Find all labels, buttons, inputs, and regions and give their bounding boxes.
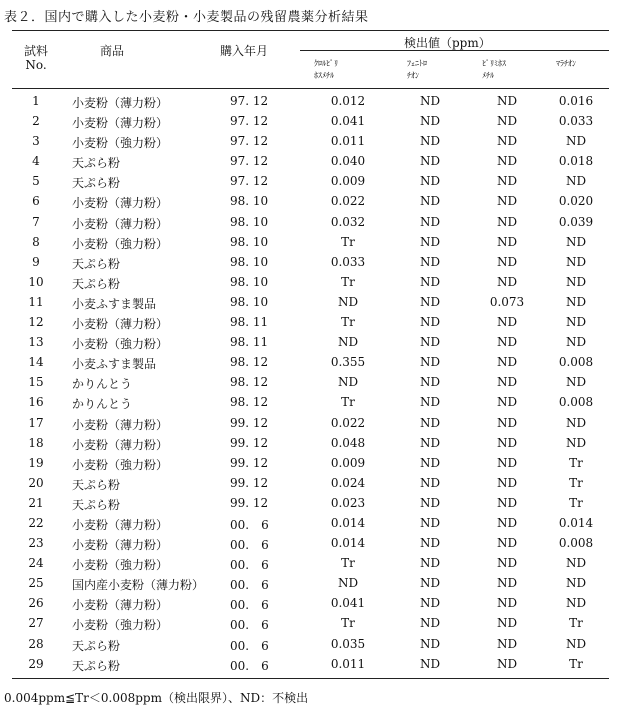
chlorpyrifos-methyl-cell: 0.033 bbox=[330, 254, 366, 269]
fenitrothion-cell: ND bbox=[419, 616, 441, 631]
sample-no-cell: 1 bbox=[32, 94, 40, 108]
chlorpyrifos-methyl-cell: 0.022 bbox=[330, 415, 366, 430]
malathion-cell: 0.033 bbox=[558, 114, 594, 129]
product-cell: 小麦粉（強力粉） bbox=[72, 136, 169, 151]
sample-no-cell: 21 bbox=[28, 495, 44, 510]
header-pesticide-3 bbox=[482, 58, 506, 82]
fenitrothion-cell: ND bbox=[419, 656, 441, 671]
fenitrothion-cell: ND bbox=[419, 194, 441, 209]
malathion-cell: ND bbox=[565, 335, 587, 350]
fenitrothion-cell: ND bbox=[419, 435, 441, 450]
chlorpyrifos-methyl-cell: 0.048 bbox=[330, 435, 366, 450]
malathion-cell: ND bbox=[565, 576, 587, 591]
table-row bbox=[12, 454, 609, 474]
fenitrothion-cell: ND bbox=[419, 355, 441, 370]
malathion-cell: 0.020 bbox=[558, 194, 594, 209]
purchase-date-cell: 97. 12 bbox=[230, 154, 269, 169]
malathion-cell: Tr bbox=[569, 475, 583, 490]
chlorpyrifos-methyl-cell: 0.014 bbox=[330, 536, 366, 551]
sample-no-cell: 13 bbox=[28, 335, 44, 350]
fenitrothion-cell: ND bbox=[419, 174, 441, 189]
table-row bbox=[12, 655, 609, 675]
fenitrothion-cell: ND bbox=[419, 234, 441, 249]
chlorpyrifos-methyl-cell: ND bbox=[337, 576, 359, 591]
product-cell: 天ぷら粉 bbox=[72, 658, 121, 673]
product-cell: 小麦粉（強力粉） bbox=[72, 618, 169, 633]
purchase-date-cell: 99. 12 bbox=[230, 435, 269, 450]
purchase-date-cell: 99. 12 bbox=[230, 475, 269, 490]
chlorpyrifos-methyl-cell: Tr bbox=[341, 274, 355, 289]
malathion-cell: ND bbox=[565, 415, 587, 430]
product-cell: 国内産小麦粉（薄力粉） bbox=[72, 578, 205, 593]
malathion-cell: 0.018 bbox=[558, 154, 594, 169]
header-date: 購入年月 bbox=[220, 44, 269, 58]
fenitrothion-cell: ND bbox=[419, 415, 441, 430]
malathion-cell: Tr bbox=[569, 455, 583, 470]
table-row bbox=[12, 514, 609, 534]
chlorpyrifos-methyl-cell: Tr bbox=[341, 616, 355, 631]
pirimiphos-methyl-cell: ND bbox=[496, 94, 518, 108]
sample-no-cell: 11 bbox=[28, 294, 44, 309]
fenitrothion-cell: ND bbox=[419, 495, 441, 510]
fenitrothion-cell: ND bbox=[419, 515, 441, 530]
pirimiphos-methyl-cell: ND bbox=[496, 114, 518, 129]
sample-no-cell: 14 bbox=[28, 355, 44, 370]
purchase-date-cell: 00. 6 bbox=[230, 578, 269, 593]
purchase-date-cell: 98. 11 bbox=[230, 315, 269, 330]
malathion-cell: ND bbox=[565, 254, 587, 269]
fenitrothion-cell: ND bbox=[419, 536, 441, 551]
purchase-date-cell: 99. 12 bbox=[230, 455, 269, 470]
sample-no-cell: 25 bbox=[28, 576, 44, 591]
malathion-cell: ND bbox=[565, 596, 587, 611]
fenitrothion-cell: ND bbox=[419, 335, 441, 350]
product-cell: かりんとう bbox=[72, 397, 133, 412]
malathion-cell: ND bbox=[565, 234, 587, 249]
pirimiphos-methyl-cell: ND bbox=[496, 636, 518, 651]
purchase-date-cell: 97. 12 bbox=[230, 134, 269, 149]
header-pesticide-3-line1: ﾋﾟﾘﾐﾎｽ bbox=[482, 59, 506, 68]
malathion-cell: 0.008 bbox=[558, 395, 594, 410]
fenitrothion-cell: ND bbox=[419, 94, 441, 108]
purchase-date-cell: 00. 6 bbox=[230, 538, 269, 553]
malathion-cell: ND bbox=[565, 174, 587, 189]
product-cell: 小麦ふすま製品 bbox=[72, 357, 157, 372]
sample-no-cell: 26 bbox=[28, 596, 44, 611]
table-row bbox=[12, 594, 609, 614]
chlorpyrifos-methyl-cell: 0.035 bbox=[330, 636, 366, 651]
header-no-line2: No. bbox=[25, 58, 47, 72]
fenitrothion-cell: ND bbox=[419, 455, 441, 470]
product-cell: 小麦粉（薄力粉） bbox=[72, 196, 169, 211]
table-row bbox=[12, 474, 609, 494]
purchase-date-cell: 00. 6 bbox=[230, 517, 269, 532]
purchase-date-cell: 97. 12 bbox=[230, 174, 269, 189]
header-detected-values: 検出値（ppm） bbox=[404, 36, 491, 50]
chlorpyrifos-methyl-cell: 0.012 bbox=[330, 94, 366, 108]
fenitrothion-cell: ND bbox=[419, 114, 441, 129]
chlorpyrifos-methyl-cell: 0.041 bbox=[330, 596, 366, 611]
purchase-date-cell: 99. 12 bbox=[230, 495, 269, 510]
malathion-cell: ND bbox=[565, 636, 587, 651]
table-row bbox=[12, 112, 609, 132]
sample-no-cell: 12 bbox=[28, 315, 44, 330]
product-cell: 天ぷら粉 bbox=[72, 638, 121, 653]
pirimiphos-methyl-cell: ND bbox=[496, 154, 518, 169]
pirimiphos-methyl-cell: ND bbox=[496, 515, 518, 530]
fenitrothion-cell: ND bbox=[419, 294, 441, 309]
pirimiphos-methyl-cell: ND bbox=[496, 616, 518, 631]
purchase-date-cell: 98. 12 bbox=[230, 395, 269, 410]
malathion-cell: 0.008 bbox=[558, 355, 594, 370]
purchase-date-cell: 99. 12 bbox=[230, 415, 269, 430]
chlorpyrifos-methyl-cell: 0.011 bbox=[330, 656, 366, 671]
sample-no-cell: 5 bbox=[32, 174, 40, 189]
pirimiphos-methyl-cell: ND bbox=[496, 134, 518, 149]
purchase-date-cell: 98. 10 bbox=[230, 254, 269, 269]
chlorpyrifos-methyl-cell: 0.024 bbox=[330, 475, 366, 490]
sample-no-cell: 17 bbox=[28, 415, 44, 430]
header-pesticide-1 bbox=[314, 58, 338, 82]
pirimiphos-methyl-cell: ND bbox=[496, 435, 518, 450]
purchase-date-cell: 00. 6 bbox=[230, 558, 269, 573]
sample-no-cell: 23 bbox=[28, 536, 44, 551]
table-row bbox=[12, 614, 609, 634]
chlorpyrifos-methyl-cell: 0.355 bbox=[330, 355, 366, 370]
malathion-cell: Tr bbox=[569, 656, 583, 671]
sample-no-cell: 6 bbox=[32, 194, 40, 209]
header-pesticide-2 bbox=[407, 58, 427, 82]
sample-no-cell: 24 bbox=[28, 556, 44, 571]
chlorpyrifos-methyl-cell: 0.009 bbox=[330, 455, 366, 470]
malathion-cell: ND bbox=[565, 315, 587, 330]
product-cell: 天ぷら粉 bbox=[72, 176, 121, 191]
product-cell: 小麦粉（薄力粉） bbox=[72, 437, 169, 452]
fenitrothion-cell: ND bbox=[419, 315, 441, 330]
chlorpyrifos-methyl-cell: 0.022 bbox=[330, 194, 366, 209]
chlorpyrifos-methyl-cell: ND bbox=[337, 294, 359, 309]
purchase-date-cell: 00. 6 bbox=[230, 618, 269, 633]
table-row bbox=[12, 414, 609, 434]
product-cell: 小麦粉（強力粉） bbox=[72, 457, 169, 472]
header-pesticide-1-line1: ｸﾛﾙﾋﾟﾘ bbox=[314, 59, 338, 68]
chlorpyrifos-methyl-cell: ND bbox=[337, 375, 359, 390]
table-row bbox=[12, 253, 609, 273]
top-rule bbox=[12, 30, 609, 31]
table-row bbox=[12, 213, 609, 233]
sample-no-cell: 8 bbox=[32, 234, 40, 249]
malathion-cell: 0.016 bbox=[558, 94, 594, 108]
fenitrothion-cell: ND bbox=[419, 556, 441, 571]
fenitrothion-cell: ND bbox=[419, 596, 441, 611]
malathion-cell: 0.039 bbox=[558, 214, 594, 229]
product-cell: 天ぷら粉 bbox=[72, 477, 121, 492]
malathion-cell: ND bbox=[565, 435, 587, 450]
header-rule bbox=[12, 88, 609, 89]
table-row bbox=[12, 172, 609, 192]
pirimiphos-methyl-cell: 0.073 bbox=[489, 294, 525, 309]
pirimiphos-methyl-cell: ND bbox=[496, 475, 518, 490]
table-row bbox=[12, 273, 609, 293]
pirimiphos-methyl-cell: ND bbox=[496, 495, 518, 510]
fenitrothion-cell: ND bbox=[419, 134, 441, 149]
product-cell: 小麦粉（強力粉） bbox=[72, 558, 169, 573]
fenitrothion-cell: ND bbox=[419, 154, 441, 169]
chlorpyrifos-methyl-cell: 0.041 bbox=[330, 114, 366, 129]
fenitrothion-cell: ND bbox=[419, 254, 441, 269]
purchase-date-cell: 98. 10 bbox=[230, 294, 269, 309]
pirimiphos-methyl-cell: ND bbox=[496, 556, 518, 571]
purchase-date-cell: 00. 6 bbox=[230, 638, 269, 653]
purchase-date-cell: 00. 6 bbox=[230, 598, 269, 613]
product-cell: 小麦ふすま製品 bbox=[72, 296, 157, 311]
table-row bbox=[12, 152, 609, 172]
product-cell: 小麦粉（薄力粉） bbox=[72, 517, 169, 532]
purchase-date-cell: 98. 12 bbox=[230, 355, 269, 370]
footnote: 0.004ppm≦Tr＜0.008ppm（検出限界）、ND：不検出 bbox=[4, 691, 309, 705]
table-row bbox=[12, 554, 609, 574]
table-caption: 表２．国内で購入した小麦粉・小麦製品の残留農薬分析結果 bbox=[4, 10, 369, 25]
header-pesticide-4 bbox=[556, 58, 576, 70]
pirimiphos-methyl-cell: ND bbox=[496, 315, 518, 330]
product-cell: 天ぷら粉 bbox=[72, 497, 121, 512]
table-row bbox=[12, 635, 609, 655]
purchase-date-cell: 98. 11 bbox=[230, 335, 269, 350]
purchase-date-cell: 97. 12 bbox=[230, 94, 269, 108]
header-no-line1: 試料 bbox=[23, 44, 48, 58]
fenitrothion-cell: ND bbox=[419, 395, 441, 410]
malathion-cell: 0.014 bbox=[558, 515, 594, 530]
table-row bbox=[12, 534, 609, 554]
sample-no-cell: 22 bbox=[28, 515, 44, 530]
pirimiphos-methyl-cell: ND bbox=[496, 234, 518, 249]
sample-no-cell: 27 bbox=[28, 616, 44, 631]
pirimiphos-methyl-cell: ND bbox=[496, 335, 518, 350]
table-row bbox=[12, 293, 609, 313]
product-cell: 小麦粉（強力粉） bbox=[72, 236, 169, 251]
sample-no-cell: 3 bbox=[32, 134, 40, 149]
pirimiphos-methyl-cell: ND bbox=[496, 455, 518, 470]
bottom-rule bbox=[12, 678, 609, 679]
sample-no-cell: 16 bbox=[28, 395, 44, 410]
table-row bbox=[12, 574, 609, 594]
header-product: 商品 bbox=[100, 44, 125, 58]
fenitrothion-cell: ND bbox=[419, 636, 441, 651]
sample-no-cell: 18 bbox=[28, 435, 44, 450]
chlorpyrifos-methyl-cell: Tr bbox=[341, 234, 355, 249]
purchase-date-cell: 98. 10 bbox=[230, 214, 269, 229]
product-cell: 天ぷら粉 bbox=[72, 156, 121, 171]
pirimiphos-methyl-cell: ND bbox=[496, 254, 518, 269]
product-cell: 小麦粉（薄力粉） bbox=[72, 96, 169, 110]
chlorpyrifos-methyl-cell: Tr bbox=[341, 556, 355, 571]
product-cell: 小麦粉（薄力粉） bbox=[72, 598, 169, 613]
pirimiphos-methyl-cell: ND bbox=[496, 214, 518, 229]
chlorpyrifos-methyl-cell: 0.032 bbox=[330, 214, 366, 229]
fenitrothion-cell: ND bbox=[419, 274, 441, 289]
pirimiphos-methyl-cell: ND bbox=[496, 355, 518, 370]
pirimiphos-methyl-cell: ND bbox=[496, 596, 518, 611]
malathion-cell: ND bbox=[565, 274, 587, 289]
chlorpyrifos-methyl-cell: 0.014 bbox=[330, 515, 366, 530]
purchase-date-cell: 97. 12 bbox=[230, 114, 269, 129]
fenitrothion-cell: ND bbox=[419, 475, 441, 490]
chlorpyrifos-methyl-cell: 0.011 bbox=[330, 134, 366, 149]
product-cell: 小麦粉（薄力粉） bbox=[72, 116, 169, 131]
table-row bbox=[12, 393, 609, 413]
sample-no-cell: 20 bbox=[28, 475, 44, 490]
malathion-cell: ND bbox=[565, 375, 587, 390]
sample-no-cell: 7 bbox=[32, 214, 40, 229]
malathion-cell: ND bbox=[565, 556, 587, 571]
sample-no-cell: 2 bbox=[32, 114, 40, 129]
table-body bbox=[12, 92, 609, 675]
sample-no-cell: 9 bbox=[32, 254, 40, 269]
product-cell: かりんとう bbox=[72, 377, 133, 392]
header-pesticide-1-line2: ﾎｽﾒﾁﾙ bbox=[314, 71, 334, 80]
chlorpyrifos-methyl-cell: 0.040 bbox=[330, 154, 366, 169]
header-pesticide-4-line1: ﾏﾗﾁｵﾝ bbox=[556, 59, 576, 68]
purchase-date-cell: 98. 10 bbox=[230, 194, 269, 209]
pirimiphos-methyl-cell: ND bbox=[496, 174, 518, 189]
chlorpyrifos-methyl-cell: Tr bbox=[341, 395, 355, 410]
chlorpyrifos-methyl-cell: ND bbox=[337, 335, 359, 350]
product-cell: 小麦粉（薄力粉） bbox=[72, 417, 169, 432]
chlorpyrifos-methyl-cell: 0.009 bbox=[330, 174, 366, 189]
purchase-date-cell: 98. 10 bbox=[230, 234, 269, 249]
sample-no-cell: 28 bbox=[28, 636, 44, 651]
product-cell: 小麦粉（薄力粉） bbox=[72, 538, 169, 553]
sample-no-cell: 19 bbox=[28, 455, 44, 470]
chlorpyrifos-methyl-cell: Tr bbox=[341, 315, 355, 330]
table-row bbox=[12, 192, 609, 212]
malathion-cell: Tr bbox=[569, 616, 583, 631]
sample-no-cell: 15 bbox=[28, 375, 44, 390]
malathion-cell: ND bbox=[565, 134, 587, 149]
sample-no-cell: 29 bbox=[28, 656, 44, 671]
pirimiphos-methyl-cell: ND bbox=[496, 536, 518, 551]
pirimiphos-methyl-cell: ND bbox=[496, 395, 518, 410]
table-row bbox=[12, 333, 609, 353]
table-row bbox=[12, 353, 609, 373]
pirimiphos-methyl-cell: ND bbox=[496, 194, 518, 209]
malathion-cell: ND bbox=[565, 294, 587, 309]
purchase-date-cell: 98. 10 bbox=[230, 274, 269, 289]
malathion-cell: 0.008 bbox=[558, 536, 594, 551]
fenitrothion-cell: ND bbox=[419, 576, 441, 591]
header-pesticide-3-line2: ﾒﾁﾙ bbox=[482, 71, 494, 80]
pirimiphos-methyl-cell: ND bbox=[496, 656, 518, 671]
purchase-date-cell: 00. 6 bbox=[230, 658, 269, 673]
product-cell: 天ぷら粉 bbox=[72, 276, 121, 291]
sample-no-cell: 4 bbox=[32, 154, 40, 169]
table-row bbox=[12, 132, 609, 152]
product-cell: 小麦粉（強力粉） bbox=[72, 337, 169, 352]
pirimiphos-methyl-cell: ND bbox=[496, 576, 518, 591]
product-cell: 小麦粉（薄力粉） bbox=[72, 317, 169, 332]
table-row bbox=[12, 373, 609, 393]
table-row bbox=[12, 494, 609, 514]
malathion-cell: Tr bbox=[569, 495, 583, 510]
sample-no-cell: 10 bbox=[28, 274, 44, 289]
fenitrothion-cell: ND bbox=[419, 214, 441, 229]
chlorpyrifos-methyl-cell: 0.023 bbox=[330, 495, 366, 510]
product-cell: 天ぷら粉 bbox=[72, 256, 121, 271]
fenitrothion-cell: ND bbox=[419, 375, 441, 390]
header-pesticide-2-line2: ﾁｵﾝ bbox=[407, 71, 419, 80]
table-row bbox=[12, 434, 609, 454]
pirimiphos-methyl-cell: ND bbox=[496, 415, 518, 430]
pirimiphos-methyl-cell: ND bbox=[496, 375, 518, 390]
pirimiphos-methyl-cell: ND bbox=[496, 274, 518, 289]
product-cell: 小麦粉（薄力粉） bbox=[72, 216, 169, 231]
table-row bbox=[12, 233, 609, 253]
table-row bbox=[12, 313, 609, 333]
header-pesticide-2-line1: ﾌｪﾆﾄﾛ bbox=[407, 59, 427, 68]
table-row bbox=[12, 92, 609, 112]
purchase-date-cell: 98. 12 bbox=[230, 375, 269, 390]
